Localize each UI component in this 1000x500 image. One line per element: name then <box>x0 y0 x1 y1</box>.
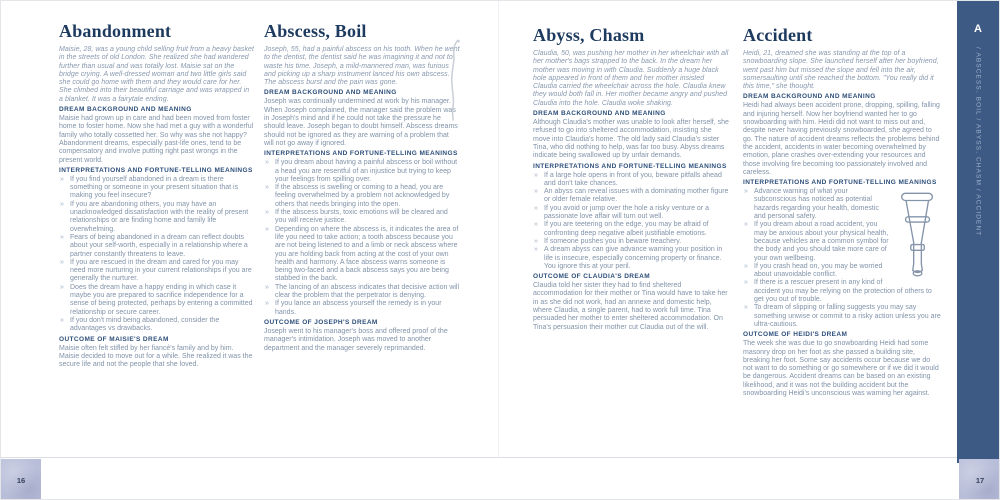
list-item <box>59 201 255 234</box>
page-number-right-box <box>959 459 1000 500</box>
bullet-chevron-icon: » <box>60 316 64 324</box>
section-letter: A <box>974 23 982 35</box>
list-item-text: A dream abyss can give advance warning your position in life is insecure, especially concerning property or finance. You ignore this at your peril. <box>544 246 723 270</box>
bullet-chevron-icon: » <box>534 221 538 229</box>
entry-abyss-chasm <box>533 25 729 332</box>
page-number-left-box <box>1 459 41 500</box>
outcome-heading: OUTCOME OF CLAUDIA'S DREAM <box>533 273 651 281</box>
list-item-text: If the abscess is swelling or coming to a head, you are feeling overwhelmed by a problem not acknowledged by others that needs bringing into the open. <box>275 184 450 208</box>
list-item-text: To dream of slipping or falling suggests you may say something unwise or commit to a risky action unless you are ultra-cautious. <box>754 304 941 328</box>
background-heading: DREAM BACKGROUND AND MEANING <box>533 110 666 118</box>
list-item-text: If you are abandoning others, you may have an unacknowledged dissatisfaction with the reality of present relationships or are finding home and family life overwhelming. <box>70 200 249 233</box>
list-item-text: Does the dream have a happy ending in which case it maybe you are prepared to sacrifice independence for a sense of being protected, perhaps by entering a committed relationship or secure career. <box>70 283 253 316</box>
interpretations-heading: INTERPRETATIONS AND FORTUNE-TELLING MEANINGS <box>264 150 458 158</box>
list-item-text: If the abscess bursts, toxic emotions will be cleared and you will receive justice. <box>275 209 448 225</box>
entry-title: Abandonment <box>59 21 172 41</box>
list-item-text: If you crash head on, you may be worried about unavoidable conflict. <box>754 262 883 279</box>
list-item <box>59 284 255 317</box>
bullet-chevron-icon: » <box>60 233 64 241</box>
list-item-text: If you avoid or jump over the hole a risky venture or a passionate love affair will turn out well. <box>544 204 709 221</box>
page-bottom-edge <box>1 457 1000 458</box>
bullet-chevron-icon: » <box>534 171 538 179</box>
entry-abandonment <box>59 21 255 369</box>
list-item <box>264 300 460 317</box>
list-item-text: The lancing of an abscess indicates that decisive action will clear the problem that the perpetrator is denying. <box>275 283 460 300</box>
list-item <box>264 284 460 301</box>
list-item <box>533 246 729 271</box>
list-item <box>743 188 941 221</box>
bullet-chevron-icon: » <box>744 188 748 196</box>
list-item <box>743 304 941 329</box>
list-item-text: Advance warning of what your subconscious has noticed as potential hazards regarding your health, domestic and personal safety. <box>754 188 879 221</box>
list-item-text: If you are teetering on the edge, you may be afraid of confronting deep negative albeit justifiable emotions. <box>544 221 709 237</box>
bullet-chevron-icon: » <box>534 246 538 254</box>
list-item <box>533 238 729 246</box>
interpretations-list <box>264 159 460 317</box>
background-text: Joseph was continually undermined at work by his manager. When Joseph complained, the manager said the problem was in Joseph's mind and if he could not take the pressure he should leave. Joseph began to doubt himself. Abscess dreams should not be ignored as they are warning of a problem that will not go away if ignored. <box>264 98 458 147</box>
list-item-text: Fears of being abandoned in a dream can reflect doubts about your self-worth, especially in a relationship where a partner constantly threatens to leave. <box>70 233 248 258</box>
bullet-chevron-icon: » <box>744 221 748 229</box>
list-item <box>264 159 460 184</box>
list-item-text: If you don't mind being abandoned, consider the advantages vs drawbacks. <box>70 316 220 333</box>
list-item-text: If someone pushes you in beware treachery. <box>544 237 682 245</box>
list-item <box>533 172 729 189</box>
list-item-text: If you lance an abscess yourself the remedy is in your hands. <box>275 300 442 316</box>
list-item-text: An abyss can reveal issues with a dominating mother figure or older female relative. <box>544 188 729 204</box>
list-item <box>264 226 460 284</box>
bullet-chevron-icon: » <box>60 175 64 183</box>
background-text: Although Claudia's mother was unable to look after herself, she refused to go into sheltered accommodation, insisting she move into Claudia's home. The old lady said Claudia's sister Tina, who did nothing to help, was far too busy. Abyss dreams indicate being swallowed up by unfair demands. <box>533 119 729 160</box>
list-item <box>59 176 255 201</box>
bullet-chevron-icon: » <box>60 200 64 208</box>
bullet-chevron-icon: » <box>265 300 269 308</box>
bullet-chevron-icon: » <box>60 283 64 291</box>
list-item <box>533 205 729 222</box>
bullet-chevron-icon: » <box>265 225 269 233</box>
outcome-heading: OUTCOME OF MAISIE'S DREAM <box>59 335 169 343</box>
bullet-chevron-icon: » <box>744 304 748 312</box>
entry-accident <box>743 25 941 398</box>
list-item <box>743 279 941 304</box>
list-item <box>533 188 729 205</box>
entry-case-study: Joseph, 55, had a painful abscess on his tooth. When he went to the dentist, the dentist said he was imagining it and not to waste his time. Joseph, a mild-mannered man, was furious and picking up a sharp instrument lanced his own abscess. The abscess burst and the pain was gone. <box>264 46 460 87</box>
interpretations-heading: INTERPRETATIONS AND FORTUNE-TELLING MEANINGS <box>533 162 727 170</box>
list-item <box>743 263 941 280</box>
bullet-chevron-icon: » <box>265 184 269 192</box>
list-item <box>743 221 941 262</box>
entry-case-study: Maisie, 28, was a young child selling fruit from a heavy basket in the streets of old London. She realized she had wandered further than usual and was totally lost. Maisie sat on the bridge crying. A well-dressed woman and two little girls said she could go home with them and they would care for her. She climbed into their beautiful carriage and was wrapped in a blanket. It was a fairytale ending. <box>59 46 254 103</box>
background-heading: DREAM BACKGROUND AND MEANING <box>264 89 397 97</box>
bullet-chevron-icon: » <box>744 262 748 270</box>
list-item-text: If you are rescued in the dream and cared for you may need more nurturing in your current relationships if you are generally the nurturer. <box>70 258 252 283</box>
entry-title: Abscess, Boil <box>264 21 367 41</box>
background-heading: DREAM BACKGROUND AND MEANING <box>59 106 192 114</box>
bullet-chevron-icon: » <box>534 188 538 196</box>
list-item <box>59 317 255 334</box>
dental-tool-illustration <box>445 39 465 123</box>
entry-title: Accident <box>743 25 813 45</box>
list-item <box>264 209 460 226</box>
entry-title: Abyss, Chasm <box>533 25 645 45</box>
list-item-text: If there is a rescuer present in any kind of accident you may be relying on the protection of others to get you out of trouble. <box>754 279 932 304</box>
list-item-text: If you dream about a road accident, you may be anxious about your physical health, because vehicles are a common symbol for the body and you should take more care of your own wellbeing. <box>754 221 889 262</box>
list-item-text: If a large hole opens in front of you, beware pitfalls ahead and don't take chances. <box>544 171 722 187</box>
interpretations-list <box>533 172 729 272</box>
entry-abscess-boil <box>264 21 460 353</box>
entry-case-study: Heidi, 21, dreamed she was standing at the top of a snowboarding slope. She launched herself after her boyfriend, went past him but missed the slope and fell into the air, somersaulting until she reached the bottom. "You really did it this time," she thought. <box>743 50 939 91</box>
outcome-text: The week she was due to go snowboarding Heidi had some masonry drop on her foot as she passed a building site, breaking her foot. Some say accidents occur because we do not want to do something or go somewhere or if we did it would be dangerous. Accident dreams can be based on an existing likelihood, and it was not the building accident but the snowboarding Heidi's unconscious was warning her against. <box>743 340 939 397</box>
background-heading: DREAM BACKGROUND AND MEANING <box>743 93 876 101</box>
outcome-heading: OUTCOME OF HEIDI'S DREAM <box>743 331 848 339</box>
bullet-chevron-icon: » <box>60 258 64 266</box>
alphabet-side-tab <box>957 1 999 463</box>
outcome-heading: OUTCOME OF JOSEPH'S DREAM <box>264 318 378 326</box>
list-item <box>59 259 255 284</box>
page-gutter-divider <box>498 1 499 457</box>
list-item-text: Depending on where the abscess is, it indicates the area of life you need to take action; a tooth abscess because you are not being listened to and a limb or neck abscess where you are holding back from acting at the cost of your own health and harmony. A face abscess warns someone is being two-faced and a back abscess says you are being stabbed in the back. <box>275 225 459 283</box>
list-item-text: If you find yourself abandoned in a dream is there something or someone in your present situation that is making you feel insecure? <box>70 175 239 200</box>
entry-case-study: Claudia, 50, was pushing her mother in her wheelchair with all her mother's bags strapped to the back. In the dream her mother was moving in with Claudia. Suddenly a huge black hole appeared in front of them and her mother insisted Claudia carried the wheelchair across the hole. Claudia knew they would both fall in. Her mother became angry and pushed Claudia into the hole. Claudia woke shaking. <box>533 50 729 107</box>
bullet-chevron-icon: » <box>265 209 269 217</box>
outcome-text: Maisie often felt stifled by her fiancé's family and by him. Maisie decided to move out for a while. She realized it was the secure life and not the people that she loved. <box>59 344 253 369</box>
list-item <box>533 221 729 238</box>
interpretations-heading: INTERPRETATIONS AND FORTUNE-TELLING MEANINGS <box>743 179 937 187</box>
outcome-text: Joseph went to his manager's boss and offered proof of the manager's intimidation. Joseph was moved to another department and the manager severely reprimanded. <box>264 327 448 352</box>
bullet-chevron-icon: » <box>265 159 269 167</box>
bullet-chevron-icon: » <box>534 204 538 212</box>
background-text: Maisie had grown up in care and had been moved from foster home to foster home. Now she had met a guy with a wonderful family who totally cossetted her. So why was she not happy? Abandonment dreams, especially past-life ones, tend to be compensatory and involve putting right past wrongs in the present world. <box>59 115 254 164</box>
page-number: 17 <box>975 475 985 485</box>
interpretations-heading: INTERPRETATIONS AND FORTUNE-TELLING MEANINGS <box>59 166 253 174</box>
background-text: Heidi had always been accident prone, dropping, spilling, falling and injuring herself. Now her boyfriend wanted her to go snowboarding with him. Heidi did not want to miss out and, despite never having previously snowboarded, she agreed to go. The nature of accident dreams reflects the problems behind the accident, accidents in water becoming overwhelmed by emotion, plane crashes over-extending your resources and those involving fire becoming too passionately involved and careless. <box>743 102 940 176</box>
section-index-text: / ABSCESS, BOIL / ABYSS, CHASM / ACCIDENT <box>974 47 982 237</box>
list-item <box>59 234 255 259</box>
interpretations-list <box>59 176 255 334</box>
list-item <box>264 184 460 209</box>
bullet-chevron-icon: » <box>744 279 748 287</box>
outcome-text: Claudia told her sister they had to find sheltered accommodation for their mother or Tina would have to take her in as she did not work, had an annexe and domestic help, where Claudia, a single parent, had to work full time. Tina persuaded her mother to enter sheltered accommodation. On Tina's persuasion their mother cut Claudia out of the will. <box>533 282 728 331</box>
list-item-text: If you dream about having a painful abscess or boil without a head you are resentful of an injustice but trying to keep your feelings from spilling over. <box>275 159 458 183</box>
page-number: 16 <box>16 475 26 485</box>
bullet-chevron-icon: » <box>534 237 538 245</box>
interpretations-list <box>743 188 941 329</box>
bullet-chevron-icon: » <box>265 283 269 291</box>
